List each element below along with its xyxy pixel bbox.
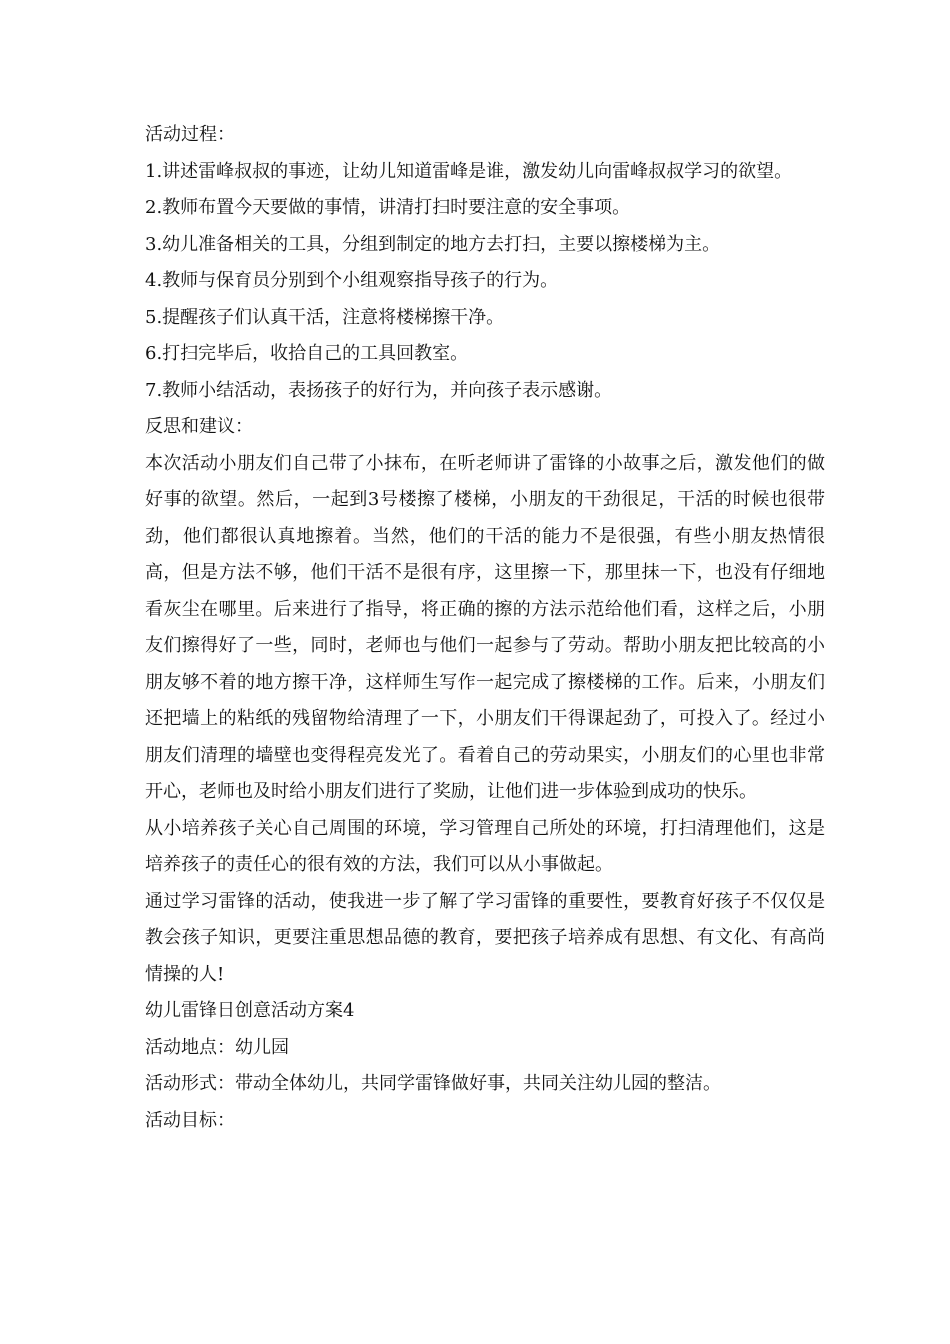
activity-form: 活动形式：带动全体幼儿，共同学雷锋做好事，共同关注幼儿园的整洁。 xyxy=(145,1073,721,1094)
reflection-paragraph-3: 通过学习雷锋的活动，使我进一步了解了学习雷锋的重要性，要教育好孩子不仅仅是教会孩子知识，更要注重思想品德的教育，要把孩子培养成有思想、有文化、有高尚情操的人! xyxy=(145,890,825,985)
heading-activity-goals: 活动目标： xyxy=(145,1109,235,1131)
document-body xyxy=(145,117,825,1139)
reflection-paragraph-2: 从小培养孩子关心自己周围的环境，学习管理自己所处的环境，打扫清理他们，这是培养孩子的责任心的很有效的方法，我们可以从小事做起。 xyxy=(145,817,825,875)
reflection-paragraph-1: 本次活动小朋友们自己带了小抹布，在听老师讲了雷锋的小故事之后，激发他们的做好事的欲望。然后，一起到3号楼擦了楼梯，小朋友的干劲很足，干活的时候也很带劲，他们都很认真地擦着。当然，他们的干活的能力不是很强，有些小朋友热情很高，但是方法不够，他们干活不是很有序，这里擦一下，那里抹一下，也没有仔细地看灰尘在哪里。后来进行了指导，将正确的擦的方法示范给他们看，这样之后，小朋友们擦得好了一些，同时，老师也与他们一起参与了劳动。帮助小朋友把比较高的小朋友够不着的地方擦干净，这样师生写作一起完成了擦楼梯的工作。后来，小朋友们还把墙上的粘纸的残留物给清理了一下，小朋友们干得课起劲了，可投入了。经过小朋友们清理的墙壁也变得程亮发光了。看着自己的劳动果实，小朋友们的心里也非常开心，老师也及时给小朋友们进行了奖励，让他们进一步体验到成功的快乐。 xyxy=(145,452,825,802)
activity-location: 活动地点：幼儿园 xyxy=(145,1036,289,1058)
process-step-3: 3.幼儿准备相关的工具，分组到制定的地方去打扫，主要以擦楼梯为主。 xyxy=(145,233,721,255)
process-step-6: 6.打扫完毕后，收拾自己的工具回教室。 xyxy=(145,343,469,364)
plan-4-title: 幼儿雷锋日创意活动方案4 xyxy=(145,1000,355,1021)
process-step-1: 1.讲述雷峰叔叔的事迹，让幼儿知道雷峰是谁，激发幼儿向雷峰叔叔学习的欲望。 xyxy=(145,160,793,182)
process-step-4: 4.教师与保育员分别到个小组观察指导孩子的行为。 xyxy=(145,270,559,291)
process-step-5: 5.提醒孩子们认真干活，注意将楼梯擦干净。 xyxy=(145,306,505,328)
heading-reflection: 反思和建议： xyxy=(145,416,253,437)
heading-activity-process: 活动过程： xyxy=(145,124,235,145)
process-step-2: 2.教师布置今天要做的事情，讲清打扫时要注意的安全事项。 xyxy=(145,197,631,218)
process-step-7: 7.教师小结活动，表扬孩子的好行为，并向孩子表示感谢。 xyxy=(145,379,613,401)
